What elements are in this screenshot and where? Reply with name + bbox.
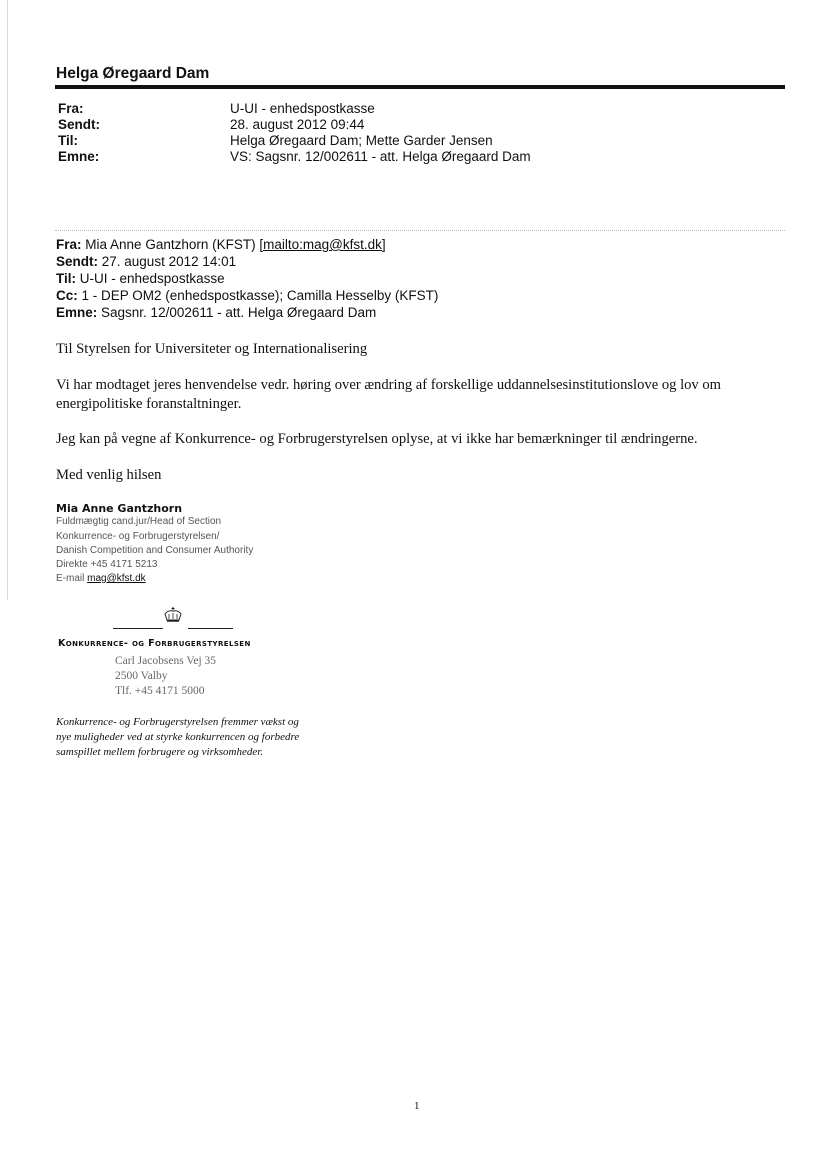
header-from-value: U-UI - enhedspostkasse: [230, 101, 375, 116]
forwarded-sent-value: 27. august 2012 14:01: [101, 254, 237, 269]
address-phone: Tlf. +45 4171 5000: [115, 685, 205, 697]
organization-tagline: Konkurrence- og Forbrugerstyrelsen fremmer vækst og nye muligheder ved at styrke konkurrencen og forbedre samspillet mellem forbrugere og virksomheder.: [56, 716, 300, 758]
forwarded-sent: [56, 254, 236, 269]
header-sent-value: 28. august 2012 09:44: [230, 117, 365, 132]
signature-org-english: Danish Competition and Consumer Authority: [56, 545, 254, 556]
forwarded-subject-value: Sagsnr. 12/002611 - att. Helga Øregaard Dam: [101, 305, 377, 320]
signature-org-danish: Konkurrence- og Forbrugerstyrelsen/: [56, 531, 220, 542]
forwarded-from-mailto-link[interactable]: [mailto:mag@kfst.dk]: [259, 237, 386, 252]
logo-rule-right: [188, 628, 233, 629]
address-street: Carl Jacobsens Vej 35: [115, 655, 217, 667]
page-number: 1: [414, 1100, 420, 1112]
body-paragraph-1: Vi har modtaget jeres henvendelse vedr. høring over ændring af forskellige uddannelsesinstitutionslove og lov om energipolitiske foranstaltninger.: [56, 377, 722, 412]
forwarded-cc-value: 1 - DEP OM2 (enhedspostkasse); Camilla Hesselby (KFST): [81, 288, 439, 303]
forward-separator: [55, 230, 785, 231]
signature-email-link[interactable]: mag@kfst.dk: [87, 573, 146, 584]
address-city: 2500 Valby: [115, 670, 168, 682]
forwarded-to: [56, 271, 225, 286]
organization-logo-text: Konkurrence- og Forbrugerstyrelsen: [58, 638, 251, 649]
scan-edge: [7, 0, 8, 600]
logo-rule-left: [113, 628, 163, 629]
header-subject-label: Emne:: [58, 149, 100, 164]
forwarded-from: [56, 237, 386, 252]
forwarded-subject: [56, 305, 376, 320]
header-sent-label: Sendt:: [58, 117, 100, 132]
crown-logo-icon: [162, 606, 184, 624]
header-subject-value: VS: Sagsnr. 12/002611 - att. Helga Øregaard Dam: [230, 149, 531, 164]
body-greeting: Til Styrelsen for Universiteter og Internationalisering: [56, 341, 368, 357]
body-closing: Med venlig hilsen: [56, 467, 162, 483]
signature-direct-phone: Direkte +45 4171 5213: [56, 559, 158, 570]
body-paragraph-2: Jeg kan på vegne af Konkurrence- og Forbrugerstyrelsen oplyse, at vi ikke har bemærkninger til ændringerne.: [56, 431, 698, 447]
header-to-label: Til:: [58, 133, 78, 148]
header-from-label: Fra:: [58, 101, 84, 116]
forwarded-cc: [56, 288, 438, 303]
forwarded-from-label: Fra:: [56, 237, 82, 252]
header-to-value: Helga Øregaard Dam; Mette Garder Jensen: [230, 133, 493, 148]
mailbox-owner-name: Helga Øregaard Dam: [56, 65, 210, 82]
signature-title: Fuldmægtig cand.jur/Head of Section: [56, 516, 222, 527]
forwarded-subject-label: Emne:: [56, 305, 98, 320]
signature-email-label: E-mail: [56, 573, 85, 584]
forwarded-sent-label: Sendt:: [56, 254, 98, 269]
signature-email: [56, 573, 146, 584]
forwarded-from-value: Mia Anne Gantzhorn (KFST): [85, 237, 256, 252]
forwarded-to-label: Til:: [56, 271, 76, 286]
forwarded-to-value: U-UI - enhedspostkasse: [79, 271, 225, 286]
header-rule: [55, 85, 785, 89]
signature-name: Mia Anne Gantzhorn: [56, 502, 183, 515]
forwarded-cc-label: Cc:: [56, 288, 78, 303]
